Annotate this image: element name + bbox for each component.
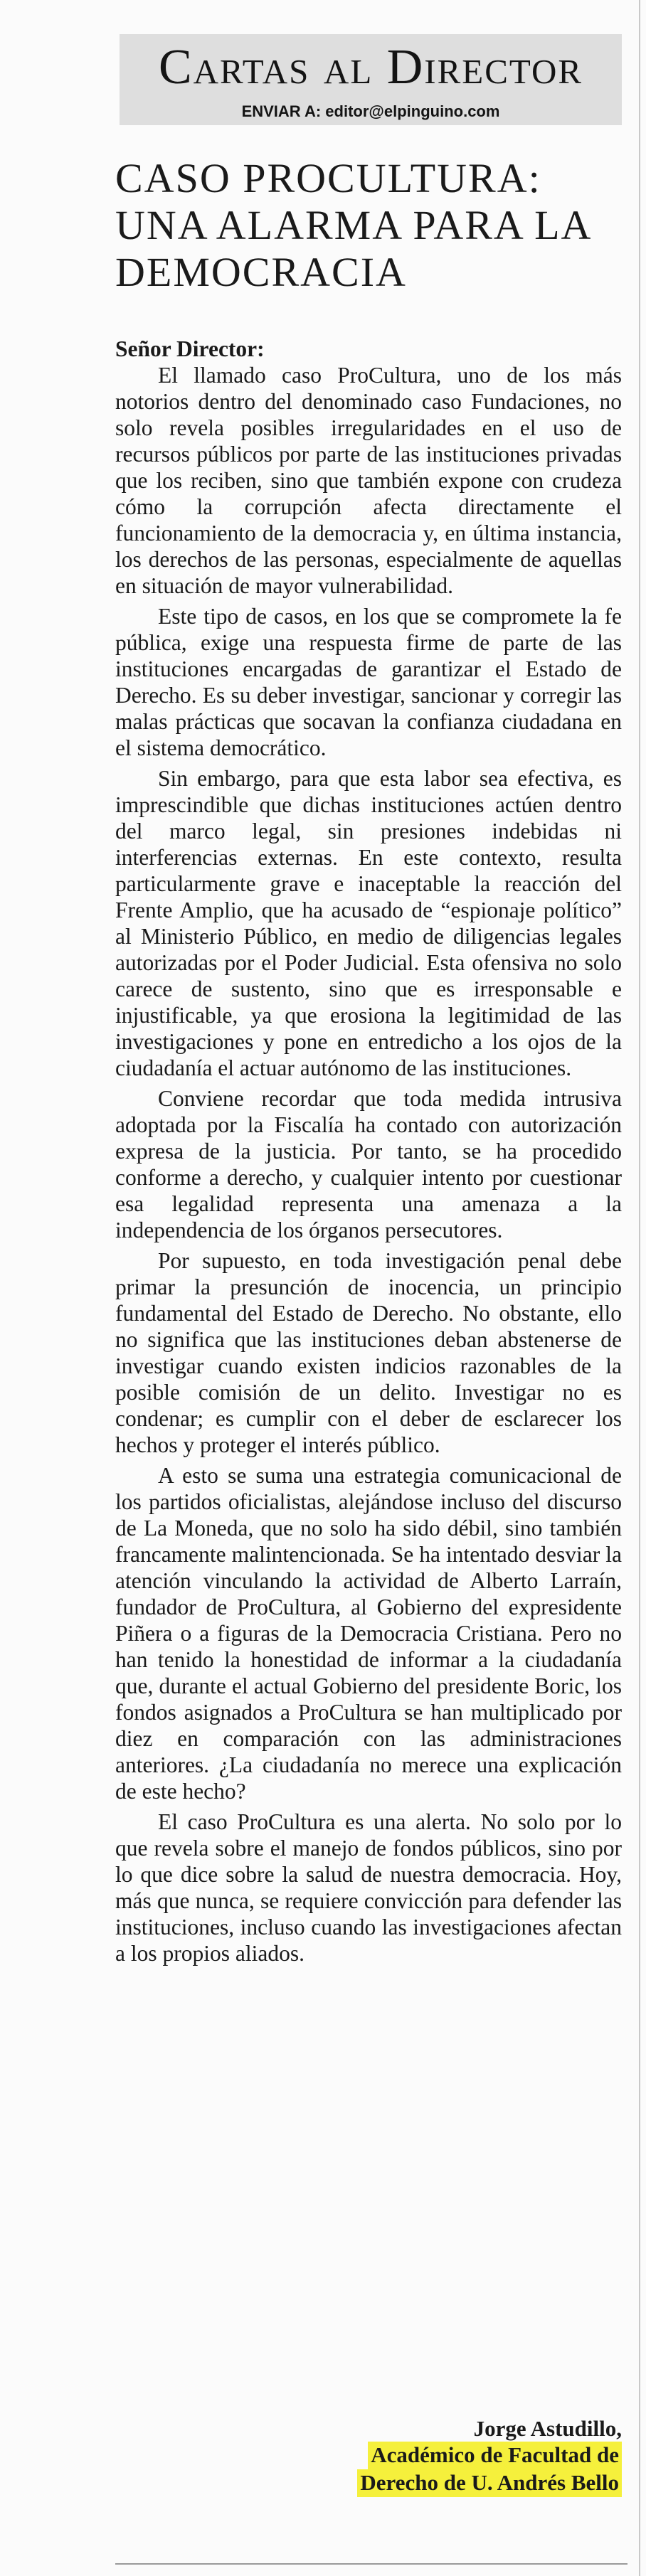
salutation: Señor Director: (115, 336, 265, 361)
paragraph: Sin embargo, para que esta labor sea efectiva, es imprescindible que dichas instituciones actúen dentro del marco legal, sin presiones indebidas ni interferencias externas. En este contexto, resulta particularmente grave e inaceptable la reacción del Frente Amplio, que ha acusado de “espionaje político” al Ministerio Público, en medio de diligencias legales autorizadas por el Poder Judicial. Esta ofensiva no solo carece de sustento, sino que es irresponsable e injustificable, ya que erosiona la legitimidad de las investigaciones y pone en entredicho a los ojos de la ciudadanía el actuar autónomo de las instituciones. (115, 766, 622, 1080)
author-affiliation: Derecho de U. Andrés Bello (357, 2469, 622, 2497)
author-signature (357, 2415, 622, 2497)
author-title: Académico de Facultad de (368, 2442, 622, 2469)
bottom-divider (115, 2563, 628, 2565)
paragraph: Este tipo de casos, en los que se compromete la fe pública, exige una respuesta firme de parte de las instituciones encargadas de garantizar el Estado de Derecho. Es su deber investigar, sancionar y corregir las malas prácticas que socavan la confianza ciudadana en el sistema democrático. (115, 604, 622, 760)
letter-body (115, 336, 622, 1971)
paragraph: Por supuesto, en toda investigación penal debe primar la presunción de inocencia, un principio fundamental del Estado de Derecho. No obstante, ello no significa que las instituciones deban abstenerse de investigar cuando existen indicios razonables de la posible comisión de un delito. Investigar no es condenar; es cumplir con el deber de esclarecer los hechos y proteger el interés público. (115, 1248, 622, 1457)
paragraph: Conviene recordar que toda medida intrusiva adoptada por la Fiscalía ha contado con autorización expresa de la justicia. Por tanto, se ha procedido conforme a derecho, y cualquier intento por cuestionar esa legalidad representa una amenaza a la independencia de los órganos persecutores. (115, 1086, 622, 1242)
letter-headline: CASO PROCULTURA: UNA ALARMA PARA LA DEMOCRACIA (115, 155, 591, 295)
contact-email: ENVIAR A: editor@elpinguino.com (241, 102, 500, 120)
paragraph: El caso ProCultura es una alerta. No solo por lo que revela sobre el manejo de fondos públicos, sino por lo que dice sobre la salud de nuestra democracia. Hoy, más que nunca, se requiere convicción para defender las instituciones, incluso cuando las investigaciones afectan a los propios aliados. (115, 1809, 622, 1966)
section-title: Cartas al Director (158, 40, 583, 95)
column-divider (639, 0, 640, 2576)
author-name: Jorge Astudillo, (473, 2416, 622, 2441)
section-header (120, 34, 622, 125)
paragraph: A esto se suma una estrategia comunicacional de los partidos oficialistas, alejándose incluso del discurso de La Moneda, que no solo ha sido débil, sino también francamente malintencionada. Se ha intentado desviar la atención vinculando la actividad de Alberto Larraín, fundador de ProCultura, al Gobierno del expresidente Piñera o a figuras de la Democracia Cristiana. Pero no han tenido la honestidad de informar a la ciudadanía que, durante el actual Gobierno del presidente Boric, los fondos asignados a ProCultura se han multiplicado por diez en comparación con las administraciones anteriores. ¿La ciudadanía no merece una explicación de este hecho? (115, 1463, 622, 1804)
paragraph: El llamado caso ProCultura, uno de los más notorios dentro del denominado caso Fundaciones, no solo revela posibles irregularidades en el uso de recursos públicos por parte de las instituciones privadas que los reciben, sino que también expone con crudeza cómo la corrupción afecta directamente el funcionamiento de la democracia y, en última instancia, los derechos de las personas, especialmente de aquellas en situación de mayor vulnerabilidad. (115, 363, 622, 598)
